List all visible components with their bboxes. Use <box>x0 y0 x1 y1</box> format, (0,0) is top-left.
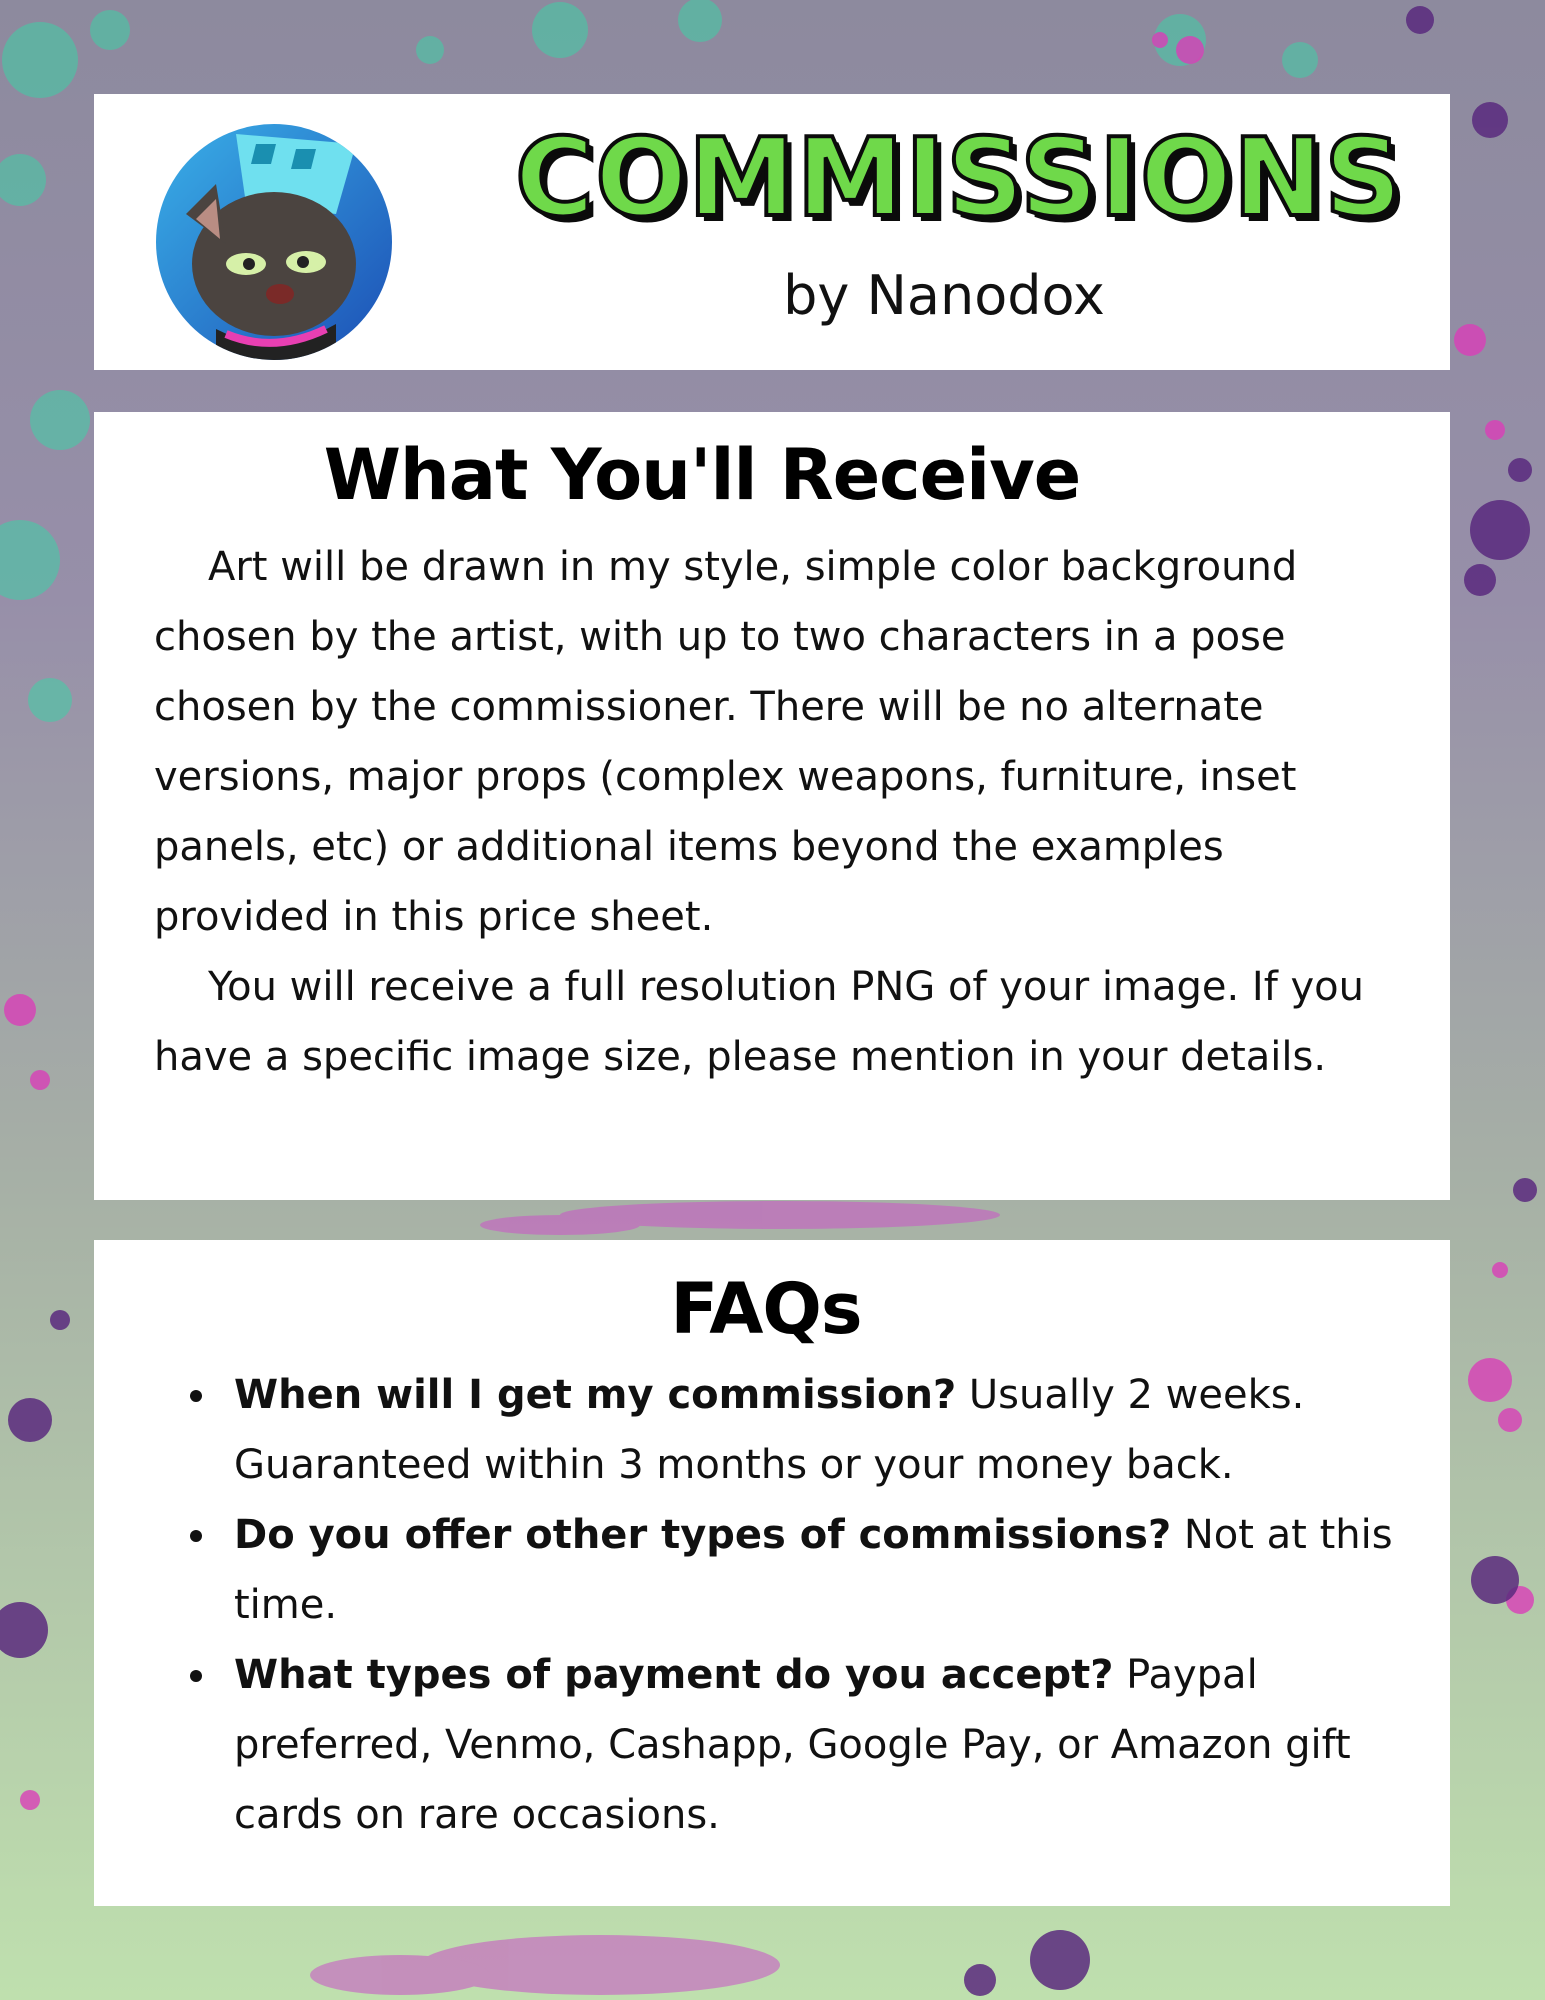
faq-item <box>234 1500 1394 1640</box>
artist-byline: by Nanodox <box>783 264 1105 327</box>
receive-heading: What You'll Receive <box>323 434 1081 516</box>
header-card <box>94 94 1450 370</box>
faq-answer: Usually 2 weeks. Guaranteed within 3 months or your money back. <box>234 1372 1305 1488</box>
faq-card <box>94 1240 1450 1906</box>
faq-item <box>234 1640 1394 1850</box>
faq-list <box>154 1360 1394 1850</box>
faq-question: What types of payment do you accept? <box>234 1652 1114 1698</box>
receive-body <box>154 532 1394 1092</box>
page-title: COMMISSIONS <box>514 116 1404 241</box>
faq-item <box>234 1360 1394 1500</box>
faq-question: Do you offer other types of commissions? <box>234 1512 1172 1558</box>
faq-question: When will I get my commission? <box>234 1372 957 1418</box>
receive-card <box>94 412 1450 1200</box>
receive-paragraph: Art will be drawn in my style, simple color background chosen by the artist, with up to two characters in a pose chosen by the commissioner. There will be no alternate versions, major props (complex weapons, furniture, inset panels, etc) or additional items beyond the examples provided in this price sheet. <box>154 544 1298 940</box>
faq-answer: Paypal preferred, Venmo, Cashapp, Google Pay, or Amazon gift cards on rare occasions. <box>234 1652 1351 1838</box>
faq-heading: FAQs <box>670 1268 862 1350</box>
receive-paragraph: You will receive a full resolution PNG of your image. If you have a specific image size, please mention in your details. <box>154 964 1364 1080</box>
faq-answer: Not at this time. <box>234 1512 1393 1628</box>
artist-avatar-icon <box>156 124 392 360</box>
